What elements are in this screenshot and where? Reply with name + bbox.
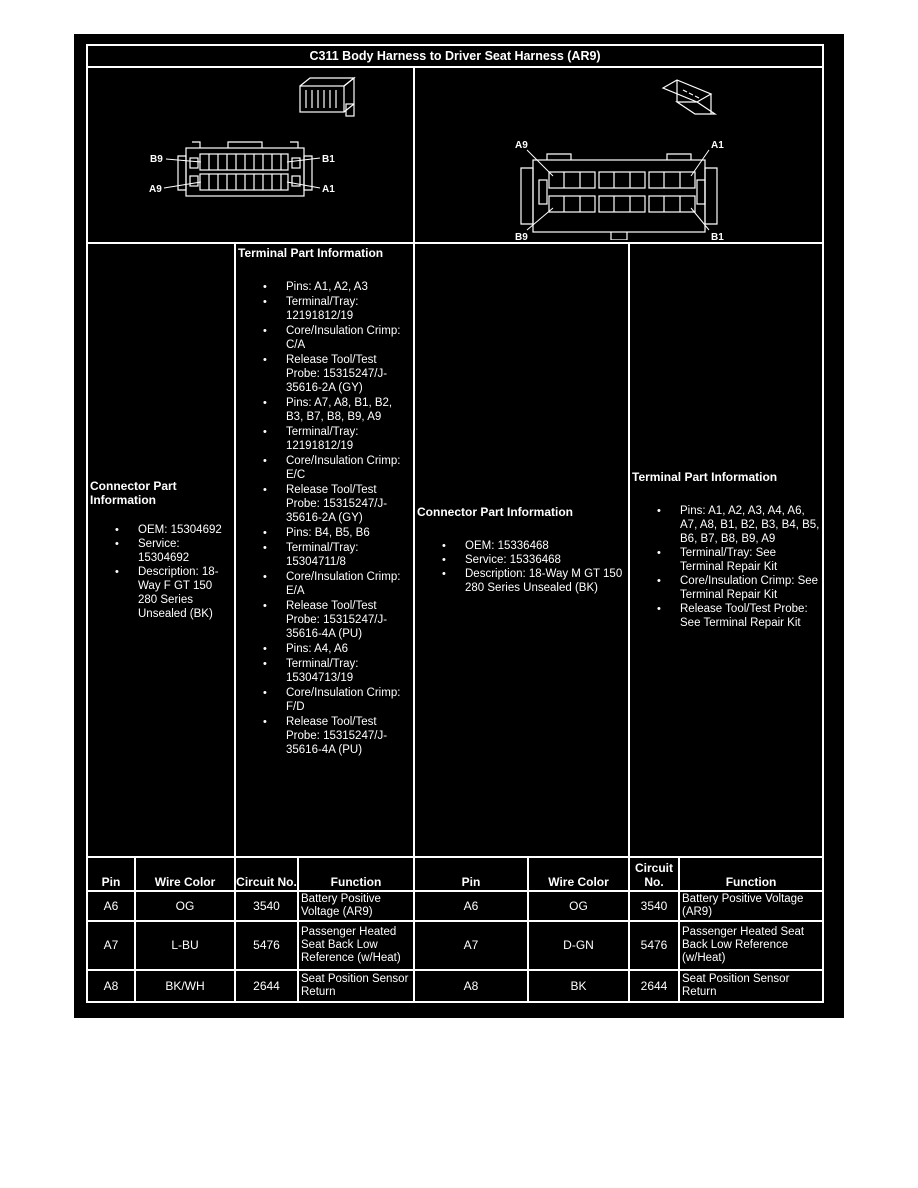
table-cell: A7 (87, 921, 135, 970)
connector-front-view (521, 154, 717, 240)
table-cell: Seat Position Sensor Return (298, 970, 414, 1002)
right-connector-diagram (414, 67, 823, 243)
table-cell: A6 (87, 891, 135, 921)
terminal-group (238, 396, 411, 525)
list-item: • Description: 18-Way M GT 150 280 Series Unsealed (BK) (417, 567, 626, 595)
list-item: • OEM: 15304692 (90, 523, 232, 537)
terminal-group (238, 280, 411, 395)
left-connector-diagram (87, 67, 414, 243)
female-connector-drawing (88, 68, 415, 240)
table-cell: A8 (414, 970, 528, 1002)
pin-label-b9: B9 (150, 154, 163, 166)
list-item: • Service: 15304692 (90, 537, 232, 565)
list-item: • Service: 15336468 (417, 553, 626, 567)
section-heading: Terminal Part Information (238, 246, 384, 261)
connector-3d-icon (663, 80, 715, 114)
terminal-info-list (632, 504, 820, 630)
list-item: • Pins: A7, A8, B1, B2, B3, B7, B8, B9, A9 (238, 396, 411, 424)
table-row (87, 970, 823, 1002)
section-heading: Terminal Part Information (632, 470, 778, 485)
right-connector-part-info (414, 243, 629, 857)
connector-info-list (90, 523, 232, 621)
column-header: Circuit No. (629, 857, 679, 890)
table-cell: Battery Positive Voltage (AR9) (679, 891, 823, 921)
pin-leader-lines (527, 150, 709, 230)
table-header-row (87, 857, 823, 890)
section-heading: Connector Part Information (417, 505, 574, 520)
table-cell: 5476 (235, 921, 298, 970)
table-cell: Passenger Heated Seat Back Low Reference (w/Heat) (298, 921, 414, 970)
list-item: • Release Tool/Test Probe: See Terminal Repair Kit (632, 602, 820, 630)
list-item: • Description: 18-Way F GT 150 280 Series Unsealed (BK) (90, 565, 232, 621)
table-cell: A7 (414, 921, 528, 970)
list-item: • Release Tool/Test Probe: 15315247/J-35616-2A (GY) (238, 483, 411, 525)
list-item: • Core/Insulation Crimp: C/A (238, 324, 411, 352)
list-item: • Terminal/Tray: 12191812/19 (238, 295, 411, 323)
connector-info-list (417, 539, 626, 595)
list-item: • OEM: 15336468 (417, 539, 626, 553)
table-cell: Battery Positive Voltage (AR9) (298, 891, 414, 921)
pin-label-a9: A9 (515, 140, 528, 152)
section-heading: Connector Part Information (90, 479, 177, 508)
table-row (87, 891, 823, 921)
list-item: • Core/Insulation Crimp: E/C (238, 454, 411, 482)
list-item: • Core/Insulation Crimp: E/A (238, 570, 411, 598)
pin-label-a1: A1 (322, 184, 335, 196)
pin-label-a1: A1 (711, 140, 724, 152)
table-cell: BK (528, 970, 629, 1002)
column-header: Pin (87, 857, 135, 890)
table-cell: 3540 (235, 891, 298, 921)
table-cell: 2644 (629, 970, 679, 1002)
table-cell: 3540 (629, 891, 679, 921)
pin-label-b1: B1 (322, 154, 335, 166)
list-item: • Release Tool/Test Probe: 15315247/J-35616-4A (PU) (238, 599, 411, 641)
list-item: • Pins: B4, B5, B6 (238, 526, 411, 540)
list-item: • Core/Insulation Crimp: F/D (238, 686, 411, 714)
pin-label-a9: A9 (149, 184, 162, 196)
list-item: • Pins: A4, A6 (238, 642, 411, 656)
column-header: Circuit No. (235, 857, 298, 890)
list-item: • Release Tool/Test Probe: 15315247/J-35616-2A (GY) (238, 353, 411, 395)
table-cell: A8 (87, 970, 135, 1002)
male-connector-drawing (415, 68, 820, 240)
list-item: • Terminal/Tray: 12191812/19 (238, 425, 411, 453)
list-item: • Pins: A1, A2, A3, A4, A6, A7, A8, B1, B2, B3, B4, B5, B6, B7, B8, B9, A9 (632, 504, 820, 546)
page-title: C311 Body Harness to Driver Seat Harness (AR9) (87, 45, 823, 67)
document-frame (74, 34, 844, 1018)
list-item: • Terminal/Tray: 15304711/8 (238, 541, 411, 569)
terminal-group (238, 526, 411, 641)
table-cell: Seat Position Sensor Return (679, 970, 823, 1002)
left-connector-part-info (87, 243, 235, 857)
pin-leader-lines (164, 158, 320, 188)
list-item: • Core/Insulation Crimp: See Terminal Repair Kit (632, 574, 820, 602)
pin-label-b9: B9 (515, 232, 528, 241)
table-cell: A6 (414, 891, 528, 921)
column-header: Wire Color (135, 857, 235, 890)
table-cell: OG (528, 891, 629, 921)
table-cell: 5476 (629, 921, 679, 970)
connector-front-view (178, 142, 312, 196)
terminal-group (238, 642, 411, 757)
table-cell: BK/WH (135, 970, 235, 1002)
list-item: • Pins: A1, A2, A3 (238, 280, 411, 294)
list-item: • Terminal/Tray: See Terminal Repair Kit (632, 546, 820, 574)
list-item: • Terminal/Tray: 15304713/19 (238, 657, 411, 685)
connector-table (86, 44, 824, 1003)
table-cell: 2644 (235, 970, 298, 1002)
table-cell: Passenger Heated Seat Back Low Reference (w/Heat) (679, 921, 823, 970)
left-terminal-part-info (235, 243, 414, 857)
table-cell: OG (135, 891, 235, 921)
column-header: Function (679, 857, 823, 890)
table-cell: D-GN (528, 921, 629, 970)
column-header: Function (298, 857, 414, 890)
pin-label-b1: B1 (711, 232, 724, 241)
table-row (87, 921, 823, 970)
connector-3d-icon (300, 78, 354, 116)
right-terminal-part-info (629, 243, 823, 857)
table-cell: L-BU (135, 921, 235, 970)
column-header: Pin (414, 857, 528, 890)
list-item: • Release Tool/Test Probe: 15315247/J-35616-4A (PU) (238, 715, 411, 757)
column-header: Wire Color (528, 857, 629, 890)
